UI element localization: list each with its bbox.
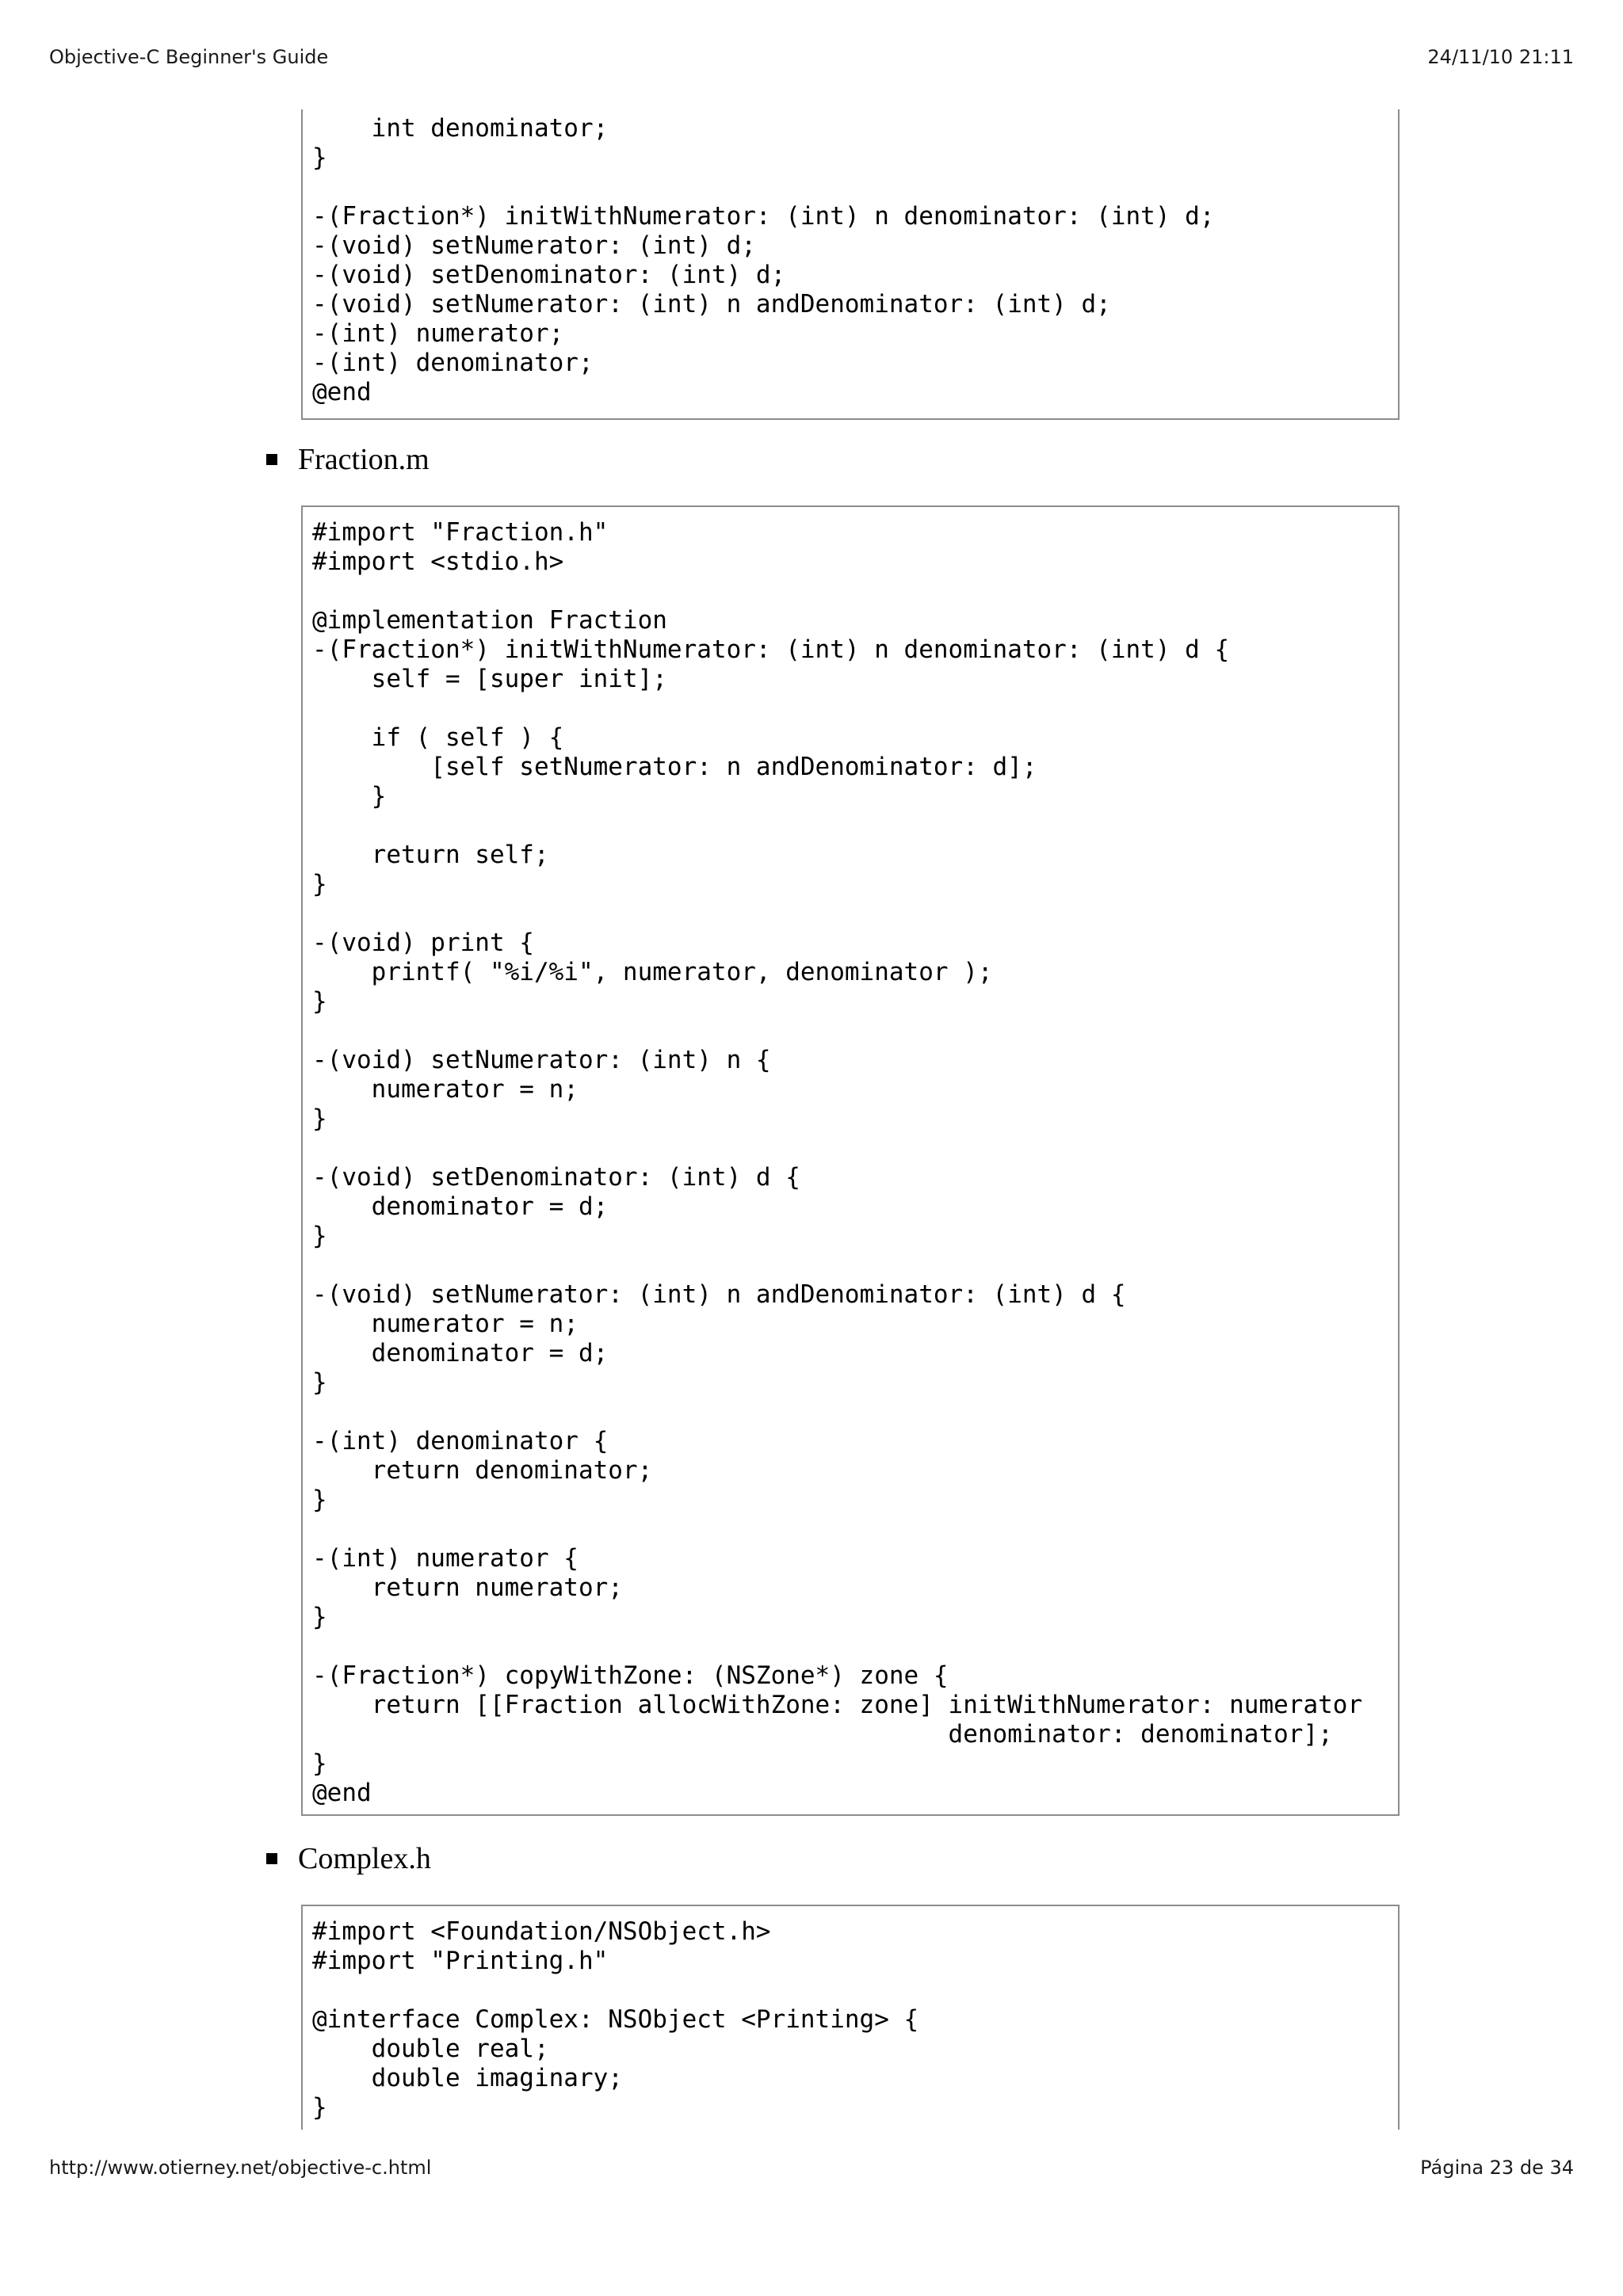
code-text: #import <Foundation/NSObject.h> #import "Printing.h" @interface Complex: NSObject <Printing> { double real; double imaginary; } [312, 1917, 919, 2122]
page-header [49, 46, 1574, 68]
bullet-icon [266, 1853, 277, 1864]
section-heading-fraction-m [266, 442, 430, 477]
section-label: Fraction.m [298, 443, 430, 476]
page-number: Página 23 de 34 [1420, 2157, 1574, 2179]
code-block-fraction-h [301, 109, 1400, 420]
print-datetime: 24/11/10 21:11 [1427, 46, 1574, 68]
section-label: Complex.h [298, 1842, 431, 1875]
code-text: int denominator; } -(Fraction*) initWithNumerator: (int) n denominator: (int) d; -(void) setNumerator: (int) d; -(void) setDenominator: (int) d; -(void) setNumerator: (int) n andDenominator: (int) d; -(int) numerator; -(int) denominator; @end [312, 114, 1215, 406]
code-block-fraction-m [301, 505, 1400, 1816]
document-title: Objective-C Beginner's Guide [49, 46, 329, 68]
page-footer [49, 2157, 1574, 2179]
code-block-complex-h [301, 1905, 1400, 2130]
section-heading-complex-h [266, 1841, 431, 1876]
code-text: #import "Fraction.h" #import <stdio.h> @implementation Fraction -(Fraction*) initWithNumerator: (int) n denominator: (int) d { self = [super init]; if ( self ) { [self setNumerator: n andDenominator: d]; } return self; } -(void) print { printf( "%i/%i", numerator, denominator ); } -(void) setNumerator: (int) n { numerator = n; } -(void) setDenominator: (int) d { denominator = d; } -(void) setNumerator: (int) n andDenominator: (int) d { numerator = n; denominator = d; } -(int) denominator { return denominator; } -(int) numerator { return numerator; } -(Fraction*) copyWithZone: (NSZone*) zone { return [[Fraction allocWithZone: zone] initWithNumerator: numerator denominator: denominator]; } @end [312, 518, 1363, 1807]
source-url: http://www.otierney.net/objective-c.html [49, 2157, 432, 2179]
bullet-icon [266, 454, 277, 465]
